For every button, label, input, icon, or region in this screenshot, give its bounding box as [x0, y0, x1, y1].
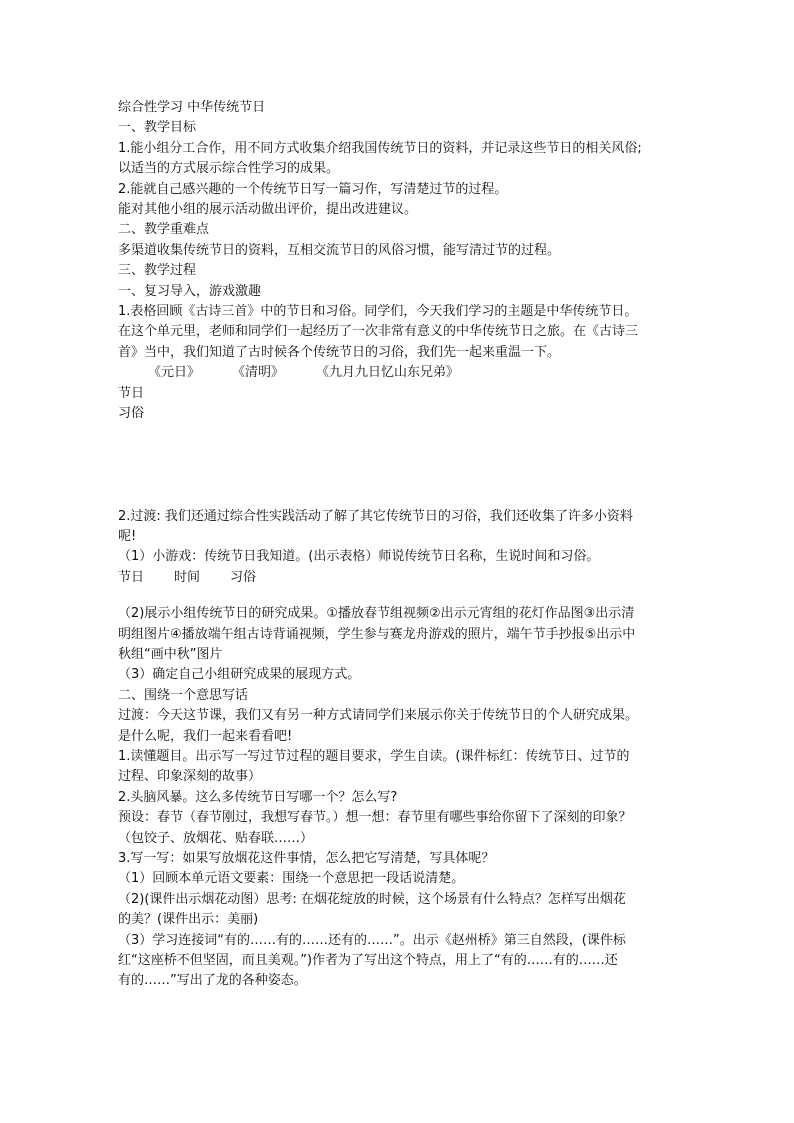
paragraph: 的美？(课件出示：美丽) [118, 912, 259, 928]
section-heading: 一、教学目标 [118, 120, 197, 136]
paragraph: 红“这座桥不但坚固，而且美观。”)作者为了写出这个特点，用上了“有的……有的……还 [118, 953, 618, 969]
paragraph: 以适当的方式展示综合性学习的成果。 [118, 161, 340, 177]
paragraph: 1.表格回顾《古诗三首》中的节日和习俗。同学们，今天我们学习的主题是中华传统节日。 [118, 304, 638, 320]
paragraph: 秋组“画中秋”图片 [118, 646, 223, 662]
paragraph: 1.能小组分工合作，用不同方式收集介绍我国传统节日的资料，并记录这些节日的相关风俗; [118, 140, 642, 156]
step-heading: 一、复习导入，游戏激趣 [118, 283, 262, 299]
poem-title: 《清明》 [232, 365, 285, 381]
paragraph: （2)(课件出示烟花动图）思考: 在烟花绽放的时候，这个场景有什么特点？怎样写出烟花 [118, 891, 626, 907]
step-heading: 二、围绕一个意思写话 [118, 687, 249, 703]
document-body [118, 98, 684, 992]
paragraph: （包饺子、放烟花、贴春联……） [118, 830, 314, 846]
paragraph: 呢! [118, 528, 137, 544]
paragraph: 2.过渡: 我们还通过综合性实践活动了解了其它传统节日的习俗，我们还收集了许多小资料 [118, 508, 633, 524]
table-row-label: 节日 [118, 385, 145, 401]
paragraph: 2.能就自己感兴趣的一个传统节日写一篇习作，写清楚过节的过程。 [118, 181, 508, 197]
paragraph: 过渡：今天这节课，我们又有另一种方式请同学们来展示你关于传统节日的个人研究成果。 [118, 708, 639, 724]
paragraph: （2)展示小组传统节日的研究成果。①播放春节组视频②出示元宵组的花灯作品图③出示清 [118, 606, 635, 622]
paragraph: （3）确定自己小组研究成果的展现方式。 [118, 667, 361, 683]
table-header-cell: 节日 [118, 569, 145, 585]
paragraph: 预设：春节（春节刚过，我想写春节。）想一想：春节里有哪些事给你留下了深刻的印象？ [118, 810, 632, 826]
paragraph: 有的……”写出了龙的各种姿态。 [118, 973, 307, 989]
paragraph: 2.头脑风暴。这么多传统节日写哪一个？怎么写? [118, 789, 398, 805]
poem-title: 《九月九日忆山东兄弟》 [316, 365, 460, 381]
paragraph: （3）学习连接词“有的……有的……还有的……”。出示《赵州桥》第三自然段，(课件标 [118, 932, 626, 948]
paragraph: （1）回顾本单元语文要素：围绕一个意思把一段话说清楚。 [118, 871, 465, 887]
paragraph: 首》当中，我们知道了古时候各个传统节日的习俗，我们先一起来重温一下。 [118, 344, 561, 360]
paragraph: 3.写一写：如果写放烟花这件事情，怎么把它写清楚，写具体呢？ [118, 851, 495, 866]
doc-title: 综合性学习 中华传统节日 [118, 100, 266, 115]
paragraph: 过程、印象深刻的故事） [118, 769, 262, 785]
paragraph: 1.读懂题目。出示写一写过节过程的题目要求，学生自读。(课件标红：传统节日、过节的 [118, 748, 630, 764]
festival-table-header [118, 568, 684, 588]
paragraph: （1）小游戏：传统节日我知道。(出示表格）师说传统节日名称，生说时间和习俗。 [118, 549, 600, 565]
section-heading: 三、教学过程 [118, 263, 197, 279]
paragraph: 多渠道收集传统节日的资料，互相交流节日的风俗习惯，能写清过节的过程。 [118, 242, 561, 258]
blank-space [118, 588, 684, 604]
table-row-label: 习俗 [118, 406, 145, 422]
poem-table-header [118, 363, 684, 383]
paragraph: 是什么呢，我们一起来看看吧! [118, 728, 293, 744]
section-heading: 二、教学重难点 [118, 222, 210, 238]
table-header-cell: 习俗 [230, 569, 257, 585]
blank-space [118, 425, 684, 507]
table-header-cell: 时间 [174, 569, 201, 585]
poem-title: 《元日》 [148, 365, 201, 381]
paragraph: 明组图片④播放端午组古诗背诵视频，学生参与赛龙舟游戏的照片，端午节手抄报⑤出示中 [118, 626, 636, 642]
paragraph: 能对其他小组的展示活动做出评价，提出改进建议。 [118, 202, 418, 218]
paragraph: 在这个单元里，老师和同学们一起经历了一次非常有意义的中华传统节日之旅。在《古诗三 [118, 324, 639, 340]
